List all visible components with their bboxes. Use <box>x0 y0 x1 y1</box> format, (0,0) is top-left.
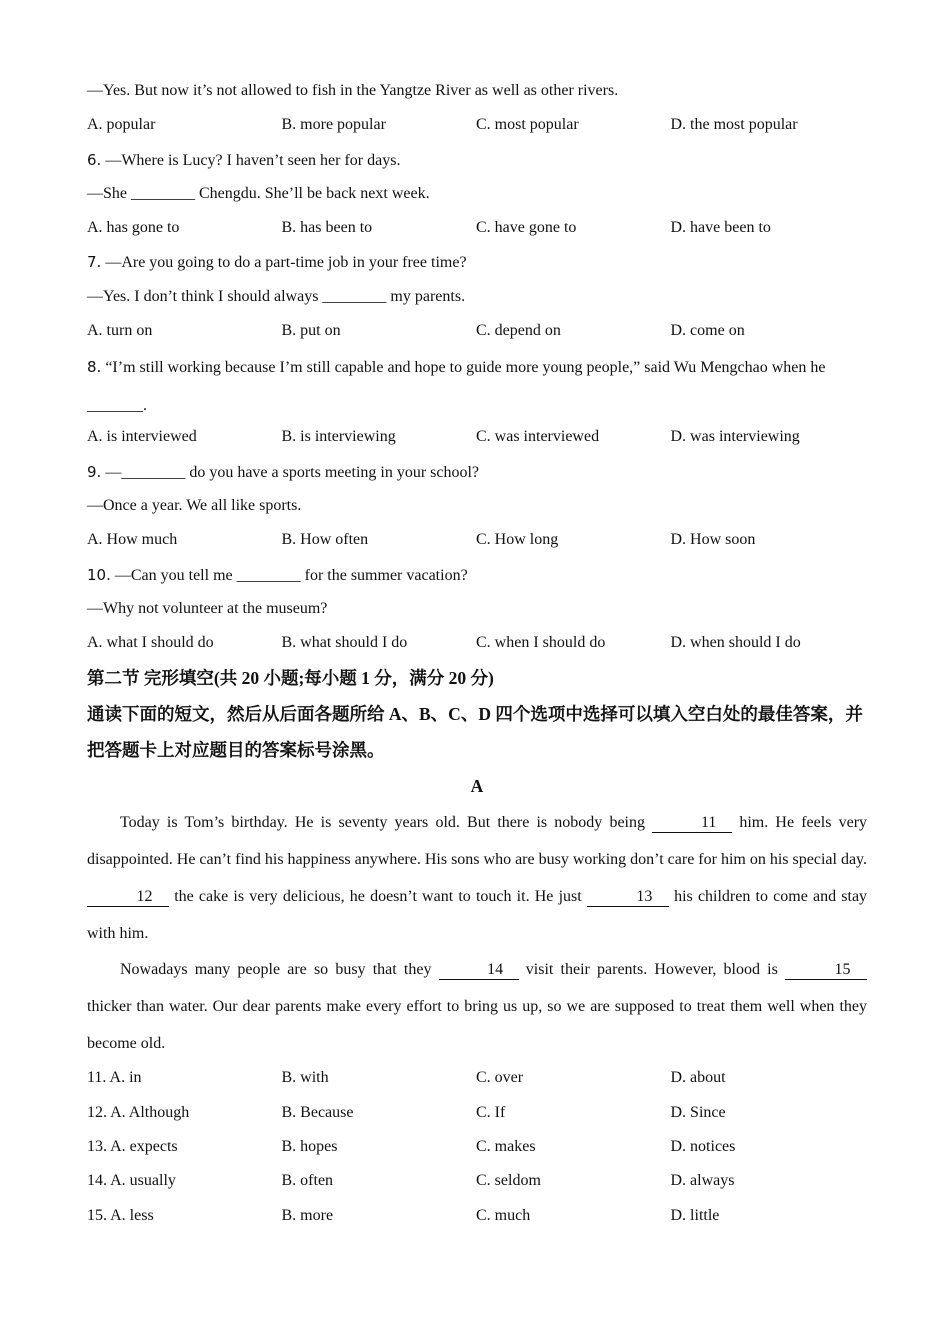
option-11-b: B. with <box>281 1069 329 1087</box>
blank-15: 15 <box>785 961 867 980</box>
option-13-d: D. notices <box>670 1138 736 1156</box>
passage-paragraph-1 <box>87 804 867 951</box>
blank-12: 12 <box>87 888 169 907</box>
option-13-b: B. hopes <box>281 1138 338 1156</box>
passage-text: Today is Tom’s birthday. He is seventy years old. But there is nobody being <box>120 814 646 832</box>
q7-option-c: C. depend on <box>476 322 561 340</box>
passage-text: the cake is very delicious, he doesn’t want to touch it. He just <box>174 888 582 906</box>
option-12-c: C. If <box>476 1103 506 1121</box>
passage-paragraph-2 <box>87 951 867 1061</box>
q6-options <box>87 211 867 245</box>
option-12-d: D. Since <box>670 1103 726 1121</box>
q10-options <box>87 626 867 660</box>
q7-question <box>87 245 867 279</box>
q6-number: 6. <box>87 150 102 169</box>
q7-number: 7. <box>87 253 102 272</box>
q5-option-c: C. most popular <box>476 116 579 134</box>
option-13-c: C. makes <box>476 1138 536 1156</box>
q9-options <box>87 523 867 557</box>
passage-text: Nowadays many people are so busy that they <box>120 961 432 979</box>
passage-text: him. He feels very disappointed. He can’t find his happiness anywhere. His sons who are busy working don’t care for him on his special day. <box>87 814 868 869</box>
q5-answer-line: —Yes. But now it’s not allowed to fish in the Yangtze River as well as other rivers. <box>87 82 619 99</box>
blank-14: 14 <box>439 961 519 980</box>
q10-option-a: A. what I should do <box>87 634 214 652</box>
q8-line1: “I’m still working because I’m still capable and hope to guide more young people,” said Wu Mengchao when he _______. <box>87 359 826 415</box>
q5-option-d: D. the most popular <box>670 116 798 134</box>
exam-content <box>87 74 867 1233</box>
blank-11: 11 <box>652 814 732 833</box>
option-14-b: B. often <box>281 1172 334 1190</box>
cloze-options-15 <box>87 1199 867 1233</box>
q9-option-c: C. How long <box>476 531 559 549</box>
q6-option-c: C. have gone to <box>476 219 577 237</box>
passage-text: thicker than water. Our dear parents make every effort to bring us up, so we are supposed to treat them well when they become old. <box>87 998 867 1053</box>
passage-label: A <box>470 776 484 797</box>
option-15-c: C. much <box>476 1206 531 1224</box>
q8-question <box>87 348 867 420</box>
q7-option-b: B. put on <box>281 322 341 340</box>
q5-option-a: A. popular <box>87 116 156 134</box>
section-heading: 第二节 完形填空(共 20 小题;每小题 1 分，满分 20 分) <box>87 668 494 689</box>
q10-line2: —Why not volunteer at the museum? <box>87 599 328 617</box>
q8-option-c: C. was interviewed <box>476 428 600 446</box>
blank-13: 13 <box>587 888 669 907</box>
q10-option-d: D. when should I do <box>670 634 801 652</box>
option-14-d: D. always <box>670 1172 735 1190</box>
option-14-c: C. seldom <box>476 1172 541 1190</box>
q6-line1: —Where is Lucy? I haven’t seen her for days. <box>105 151 401 169</box>
cloze-options-13 <box>87 1130 867 1164</box>
option-15-d: D. little <box>670 1206 720 1224</box>
q6-line2: —She ________ Chengdu. She’ll be back next week. <box>87 184 430 202</box>
q9-number: 9. <box>87 462 102 481</box>
passage-text: visit their parents. However, blood is <box>525 961 778 979</box>
option-13-a: 13. A. expects <box>87 1138 178 1156</box>
q6-option-a: A. has gone to <box>87 219 180 237</box>
q9-line1: —________ do you have a sports meeting in your school? <box>105 463 480 481</box>
cloze-options-11 <box>87 1061 867 1095</box>
q10-question <box>87 558 867 592</box>
q8-option-d: D. was interviewing <box>670 428 800 446</box>
q7-line2: —Yes. I don’t think I should always ________ my parents. <box>87 287 466 305</box>
q5-options <box>87 108 867 142</box>
option-15-b: B. more <box>281 1206 334 1224</box>
q8-option-b: B. is interviewing <box>281 428 396 446</box>
cloze-options-12 <box>87 1096 867 1130</box>
q9-option-b: B. How often <box>281 531 369 549</box>
q5-option-b: B. more popular <box>281 116 386 134</box>
q9-option-a: A. How much <box>87 531 178 549</box>
q6-option-b: B. has been to <box>281 219 373 237</box>
q8-options <box>87 420 867 454</box>
option-11-d: D. about <box>670 1069 726 1087</box>
option-15-a: 15. A. less <box>87 1206 154 1224</box>
q9-question <box>87 455 867 489</box>
option-11-c: C. over <box>476 1069 524 1087</box>
option-14-a: 14. A. usually <box>87 1172 176 1190</box>
q8-option-a: A. is interviewed <box>87 428 197 446</box>
option-12-b: B. Because <box>281 1103 354 1121</box>
q10-option-b: B. what should I do <box>281 634 408 652</box>
passage-text: his children to come and stay with him. <box>87 888 868 943</box>
section-instruction: 通读下面的短文，然后从后面各题所给 A、B、C、D 四个选项中选择可以填入空白处的最佳答案，并把答题卡上对应题目的答案标号涂黑。 <box>87 704 863 761</box>
cloze-options-14 <box>87 1164 867 1198</box>
q9-line2: —Once a year. We all like sports. <box>87 496 302 514</box>
q10-number: 10. <box>87 565 111 584</box>
q8-number: 8. <box>87 358 102 377</box>
q7-option-d: D. come on <box>670 322 745 340</box>
option-12-a: 12. A. Although <box>87 1103 190 1121</box>
q9-option-d: D. How soon <box>670 531 756 549</box>
q7-line1: —Are you going to do a part-time job in your free time? <box>105 254 467 272</box>
q10-option-c: C. when I should do <box>476 634 606 652</box>
q7-options <box>87 314 867 348</box>
q6-option-d: D. have been to <box>670 219 771 237</box>
option-11-a: 11. A. in <box>87 1069 142 1087</box>
q6-question <box>87 143 867 177</box>
q10-line1: —Can you tell me ________ for the summer vacation? <box>114 566 468 584</box>
q7-option-a: A. turn on <box>87 322 153 340</box>
